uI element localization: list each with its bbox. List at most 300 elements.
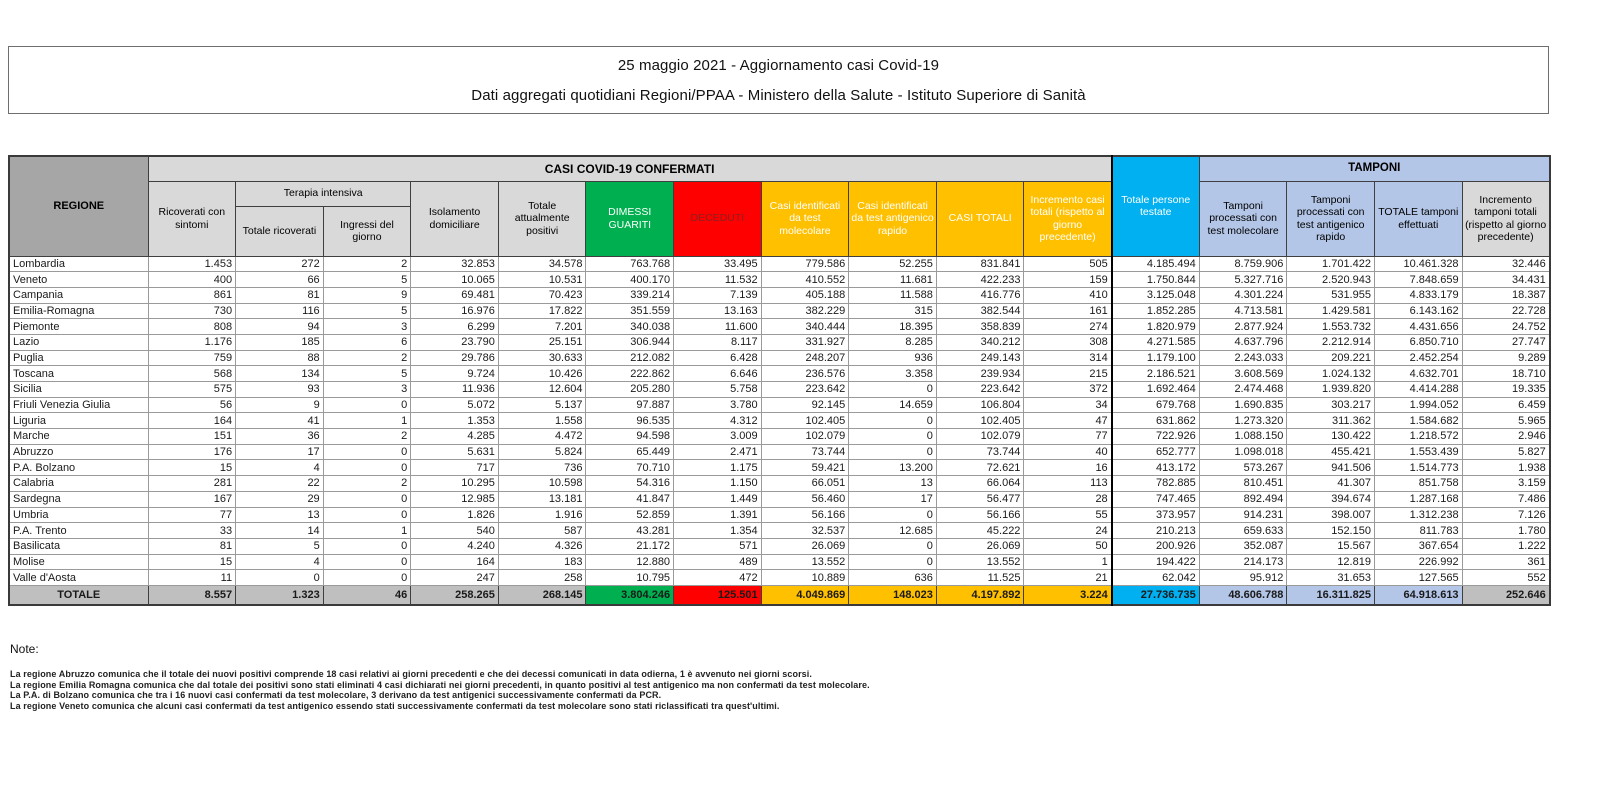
value-cell: 1.024.132 [1287, 366, 1375, 382]
value-cell: 130.422 [1287, 429, 1375, 445]
value-cell: 331.927 [761, 334, 849, 350]
value-cell: 12.880 [586, 554, 674, 570]
value-cell: 736 [498, 460, 586, 476]
value-cell: 1.218.572 [1374, 429, 1462, 445]
value-cell: 22 [236, 476, 324, 492]
value-cell: 373.957 [1112, 507, 1200, 523]
value-cell: 73.744 [936, 444, 1024, 460]
header-attualmente-positivi: Totale attualmente positivi [498, 181, 586, 256]
value-cell: 5.137 [498, 397, 586, 413]
region-name: P.A. Trento [9, 523, 148, 539]
note-line: La regione Emilia Romagna comunica che dal totale dei positivi sono stati eliminati 4 casi dichiarati nei giorni precedenti, in quanto positivi al test antigenico ma non confermati da test molecolare. [10, 679, 870, 690]
value-cell: 0 [323, 570, 411, 586]
value-cell: 10.426 [498, 366, 586, 382]
value-cell: 4.431.656 [1374, 319, 1462, 335]
value-cell: 1 [323, 523, 411, 539]
value-cell: 1.994.052 [1374, 397, 1462, 413]
value-cell: 1.584.682 [1374, 413, 1462, 429]
header-group-casi-confermati: CASI COVID-19 CONFERMATI [148, 156, 1112, 181]
totale-value-cell: 8.557 [148, 585, 236, 605]
value-cell: 8.759.906 [1199, 256, 1287, 272]
region-name: Liguria [9, 413, 148, 429]
value-cell: 59.421 [761, 460, 849, 476]
value-cell: 56.460 [761, 491, 849, 507]
value-cell: 152.150 [1287, 523, 1375, 539]
value-cell: 2.474.468 [1199, 382, 1287, 398]
value-cell: 258 [498, 570, 586, 586]
region-name: Marche [9, 429, 148, 445]
value-cell: 54.316 [586, 476, 674, 492]
value-cell: 9.289 [1462, 350, 1550, 366]
value-cell: 0 [236, 570, 324, 586]
value-cell: 405.188 [761, 287, 849, 303]
value-cell: 1.150 [674, 476, 762, 492]
totale-value-cell: 4.049.869 [761, 585, 849, 605]
value-cell: 4.472 [498, 429, 586, 445]
value-cell: 13 [236, 507, 324, 523]
region-name: Friuli Venezia Giulia [9, 397, 148, 413]
value-cell: 914.231 [1199, 507, 1287, 523]
totale-label: TOTALE [9, 585, 148, 605]
region-name: Abruzzo [9, 444, 148, 460]
bulletin-date-title: 25 maggio 2021 - Aggiornamento casi Covid-19 [617, 56, 940, 74]
value-cell: 0 [849, 554, 937, 570]
value-cell: 6.459 [1462, 397, 1550, 413]
region-name: Molise [9, 554, 148, 570]
value-cell: 3.608.569 [1199, 366, 1287, 382]
value-cell: 306.944 [586, 334, 674, 350]
value-cell: 851.758 [1374, 476, 1462, 492]
value-cell: 6.850.710 [1374, 334, 1462, 350]
value-cell: 811.783 [1374, 523, 1462, 539]
value-cell: 41.847 [586, 491, 674, 507]
value-cell: 236.576 [761, 366, 849, 382]
value-cell: 636 [849, 570, 937, 586]
region-name: Calabria [9, 476, 148, 492]
table-row [9, 382, 1550, 398]
value-cell: 10.461.328 [1374, 256, 1462, 272]
table-body [9, 256, 1550, 585]
header-tamponi-molecolare: Tamponi processati con test molecolare [1199, 181, 1287, 256]
table-row [9, 334, 1550, 350]
table-row [9, 507, 1550, 523]
value-cell: 102.079 [936, 429, 1024, 445]
value-cell: 4.833.179 [1374, 287, 1462, 303]
value-cell: 26.069 [761, 538, 849, 554]
value-cell: 1.938 [1462, 460, 1550, 476]
value-cell: 489 [674, 554, 762, 570]
value-cell: 3.159 [1462, 476, 1550, 492]
value-cell: 93 [236, 382, 324, 398]
value-cell: 5 [323, 272, 411, 288]
value-cell: 194.422 [1112, 554, 1200, 570]
value-cell: 6.646 [674, 366, 762, 382]
value-cell: 1.453 [148, 256, 236, 272]
table-row [9, 303, 1550, 319]
value-cell: 28 [1024, 491, 1112, 507]
value-cell: 56.166 [936, 507, 1024, 523]
value-cell: 10.889 [761, 570, 849, 586]
value-cell: 32.853 [411, 256, 499, 272]
value-cell: 6.143.162 [1374, 303, 1462, 319]
value-cell: 747.465 [1112, 491, 1200, 507]
value-cell: 151 [148, 429, 236, 445]
value-cell: 340.038 [586, 319, 674, 335]
value-cell: 531.955 [1287, 287, 1375, 303]
notes-heading: Note: [10, 642, 39, 656]
value-cell: 568 [148, 366, 236, 382]
header-terapia-intensiva: Terapia intensiva [236, 181, 411, 206]
value-cell: 16 [1024, 460, 1112, 476]
value-cell: 1 [1024, 554, 1112, 570]
value-cell: 97.887 [586, 397, 674, 413]
totale-value-cell: 64.918.613 [1374, 585, 1462, 605]
value-cell: 10.598 [498, 476, 586, 492]
header-dimessi-guariti: DIMESSI GUARITI [586, 181, 674, 256]
totale-value-cell: 148.023 [849, 585, 937, 605]
value-cell: 96.535 [586, 413, 674, 429]
value-cell: 7.139 [674, 287, 762, 303]
value-cell: 398.007 [1287, 507, 1375, 523]
value-cell: 10.295 [411, 476, 499, 492]
value-cell: 659.633 [1199, 523, 1287, 539]
value-cell: 29.786 [411, 350, 499, 366]
value-cell: 808 [148, 319, 236, 335]
value-cell: 351.559 [586, 303, 674, 319]
table-row [9, 570, 1550, 586]
value-cell: 0 [849, 429, 937, 445]
value-cell: 62.042 [1112, 570, 1200, 586]
value-cell: 1.088.150 [1199, 429, 1287, 445]
value-cell: 1.449 [674, 491, 762, 507]
value-cell: 33.495 [674, 256, 762, 272]
value-cell: 0 [849, 413, 937, 429]
value-cell: 161 [1024, 303, 1112, 319]
table-row [9, 272, 1550, 288]
value-cell: 5.631 [411, 444, 499, 460]
value-cell: 66.051 [761, 476, 849, 492]
value-cell: 66.064 [936, 476, 1024, 492]
region-name: Valle d'Aosta [9, 570, 148, 586]
value-cell: 11.525 [936, 570, 1024, 586]
value-cell: 1.939.820 [1287, 382, 1375, 398]
value-cell: 367.654 [1374, 538, 1462, 554]
value-cell: 13 [849, 476, 937, 492]
table-row [9, 491, 1550, 507]
value-cell: 1.179.100 [1112, 350, 1200, 366]
value-cell: 6.299 [411, 319, 499, 335]
header-persone-testate: Totale persone testate [1112, 156, 1200, 256]
value-cell: 40 [1024, 444, 1112, 460]
value-cell: 1.916 [498, 507, 586, 523]
value-cell: 340.212 [936, 334, 1024, 350]
value-cell: 303.217 [1287, 397, 1375, 413]
value-cell: 1.701.422 [1287, 256, 1375, 272]
value-cell: 94 [236, 319, 324, 335]
value-cell: 30.633 [498, 350, 586, 366]
totale-value-cell: 268.145 [498, 585, 586, 605]
region-name: Umbria [9, 507, 148, 523]
value-cell: 1.553.439 [1374, 444, 1462, 460]
value-cell: 722.926 [1112, 429, 1200, 445]
value-cell: 52.255 [849, 256, 937, 272]
table-row [9, 366, 1550, 382]
value-cell: 21.172 [586, 538, 674, 554]
value-cell: 4.285 [411, 429, 499, 445]
value-cell: 2 [323, 256, 411, 272]
value-cell: 18.710 [1462, 366, 1550, 382]
value-cell: 4.326 [498, 538, 586, 554]
value-cell: 2.186.521 [1112, 366, 1200, 382]
region-name: Lazio [9, 334, 148, 350]
value-cell: 3 [323, 319, 411, 335]
value-cell: 223.642 [936, 382, 1024, 398]
value-cell: 9.724 [411, 366, 499, 382]
value-cell: 10.795 [586, 570, 674, 586]
value-cell: 11.681 [849, 272, 937, 288]
value-cell: 16.976 [411, 303, 499, 319]
value-cell: 10.065 [411, 272, 499, 288]
value-cell: 0 [849, 444, 937, 460]
value-cell: 1.690.835 [1199, 397, 1287, 413]
value-cell: 4 [236, 554, 324, 570]
value-cell: 4.240 [411, 538, 499, 554]
value-cell: 5 [323, 303, 411, 319]
table-header [9, 156, 1550, 256]
value-cell: 1.692.464 [1112, 382, 1200, 398]
value-cell: 1.750.844 [1112, 272, 1200, 288]
value-cell: 717 [411, 460, 499, 476]
value-cell: 5.072 [411, 397, 499, 413]
value-cell: 4.301.224 [1199, 287, 1287, 303]
value-cell: 22.728 [1462, 303, 1550, 319]
totale-value-cell: 1.323 [236, 585, 324, 605]
value-cell: 0 [323, 507, 411, 523]
value-cell: 9 [323, 287, 411, 303]
value-cell: 24.752 [1462, 319, 1550, 335]
value-cell: 41.307 [1287, 476, 1375, 492]
value-cell: 11.532 [674, 272, 762, 288]
value-cell: 941.506 [1287, 460, 1375, 476]
value-cell: 11.600 [674, 319, 762, 335]
value-cell: 70.423 [498, 287, 586, 303]
notes-section [10, 642, 1550, 711]
header-totale-tamponi: TOTALE tamponi effettuati [1374, 181, 1462, 256]
value-cell: 372 [1024, 382, 1112, 398]
value-cell: 11 [148, 570, 236, 586]
value-cell: 861 [148, 287, 236, 303]
totale-value-cell: 4.197.892 [936, 585, 1024, 605]
table-row [9, 444, 1550, 460]
value-cell: 272 [236, 256, 324, 272]
header-regione: REGIONE [9, 156, 148, 256]
value-cell: 185 [236, 334, 324, 350]
value-cell: 1.222 [1462, 538, 1550, 554]
value-cell: 4.271.585 [1112, 334, 1200, 350]
region-name: Sicilia [9, 382, 148, 398]
value-cell: 3 [323, 382, 411, 398]
value-cell: 77 [1024, 429, 1112, 445]
value-cell: 65.449 [586, 444, 674, 460]
value-cell: 730 [148, 303, 236, 319]
value-cell: 77 [148, 507, 236, 523]
value-cell: 2.243.033 [1199, 350, 1287, 366]
table-row [9, 256, 1550, 272]
value-cell: 45.222 [936, 523, 1024, 539]
value-cell: 2.946 [1462, 429, 1550, 445]
value-cell: 4.185.494 [1112, 256, 1200, 272]
totale-value-cell: 252.646 [1462, 585, 1550, 605]
value-cell: 5.965 [1462, 413, 1550, 429]
value-cell: 102.405 [761, 413, 849, 429]
region-name: Emilia-Romagna [9, 303, 148, 319]
value-cell: 281 [148, 476, 236, 492]
region-name: P.A. Bolzano [9, 460, 148, 476]
value-cell: 13.552 [936, 554, 1024, 570]
value-cell: 413.172 [1112, 460, 1200, 476]
value-cell: 92.145 [761, 397, 849, 413]
value-cell: 4.637.796 [1199, 334, 1287, 350]
value-cell: 1.553.732 [1287, 319, 1375, 335]
table-row [9, 460, 1550, 476]
value-cell: 0 [849, 382, 937, 398]
value-cell: 759 [148, 350, 236, 366]
value-cell: 314 [1024, 350, 1112, 366]
value-cell: 32.446 [1462, 256, 1550, 272]
value-cell: 936 [849, 350, 937, 366]
value-cell: 763.768 [586, 256, 674, 272]
value-cell: 12.985 [411, 491, 499, 507]
value-cell: 3.125.048 [1112, 287, 1200, 303]
value-cell: 14 [236, 523, 324, 539]
value-cell: 13.163 [674, 303, 762, 319]
region-name: Campania [9, 287, 148, 303]
totale-value-cell: 27.736.735 [1112, 585, 1200, 605]
value-cell: 4 [236, 460, 324, 476]
region-name: Sardegna [9, 491, 148, 507]
value-cell: 5.758 [674, 382, 762, 398]
header-tamponi-antigenico: Tamponi processati con test antigenico rapido [1287, 181, 1375, 256]
table-row [9, 476, 1550, 492]
value-cell: 94.598 [586, 429, 674, 445]
value-cell: 47 [1024, 413, 1112, 429]
value-cell: 573.267 [1199, 460, 1287, 476]
value-cell: 72.621 [936, 460, 1024, 476]
header-deceduti: DECEDUTI [674, 181, 762, 256]
value-cell: 7.126 [1462, 507, 1550, 523]
value-cell: 1.273.320 [1199, 413, 1287, 429]
value-cell: 575 [148, 382, 236, 398]
totale-row [9, 585, 1550, 605]
value-cell: 164 [148, 413, 236, 429]
value-cell: 6.428 [674, 350, 762, 366]
region-name: Veneto [9, 272, 148, 288]
value-cell: 2 [323, 476, 411, 492]
region-name: Toscana [9, 366, 148, 382]
value-cell: 0 [323, 554, 411, 570]
value-cell: 274 [1024, 319, 1112, 335]
value-cell: 352.087 [1199, 538, 1287, 554]
value-cell: 3.780 [674, 397, 762, 413]
value-cell: 1.514.773 [1374, 460, 1462, 476]
value-cell: 15 [148, 554, 236, 570]
value-cell: 81 [148, 538, 236, 554]
value-cell: 167 [148, 491, 236, 507]
header-ricoverati-sintomi: Ricoverati con sintomi [148, 181, 236, 256]
value-cell: 7.201 [498, 319, 586, 335]
value-cell: 552 [1462, 570, 1550, 586]
value-cell: 1.780 [1462, 523, 1550, 539]
table-row [9, 429, 1550, 445]
value-cell: 31.653 [1287, 570, 1375, 586]
value-cell: 571 [674, 538, 762, 554]
value-cell: 127.565 [1374, 570, 1462, 586]
value-cell: 652.777 [1112, 444, 1200, 460]
value-cell: 159 [1024, 272, 1112, 288]
value-cell: 394.674 [1287, 491, 1375, 507]
value-cell: 223.642 [761, 382, 849, 398]
value-cell: 34 [1024, 397, 1112, 413]
value-cell: 679.768 [1112, 397, 1200, 413]
value-cell: 13.552 [761, 554, 849, 570]
value-cell: 1.429.581 [1287, 303, 1375, 319]
value-cell: 400.170 [586, 272, 674, 288]
value-cell: 782.885 [1112, 476, 1200, 492]
totale-value-cell: 125.501 [674, 585, 762, 605]
value-cell: 892.494 [1199, 491, 1287, 507]
value-cell: 5 [323, 366, 411, 382]
value-cell: 472 [674, 570, 762, 586]
value-cell: 0 [323, 397, 411, 413]
value-cell: 81 [236, 287, 324, 303]
region-name: Piemonte [9, 319, 148, 335]
value-cell: 7.486 [1462, 491, 1550, 507]
value-cell: 19.335 [1462, 382, 1550, 398]
value-cell: 33 [148, 523, 236, 539]
value-cell: 34.578 [498, 256, 586, 272]
value-cell: 2 [323, 350, 411, 366]
value-cell: 13.181 [498, 491, 586, 507]
value-cell: 205.280 [586, 382, 674, 398]
value-cell: 43.281 [586, 523, 674, 539]
value-cell: 2.471 [674, 444, 762, 460]
note-line: La regione Abruzzo comunica che il totale dei nuovi positivi comprende 18 casi relativi ai giorni precedenti e che dei decessi comunicati in data odierna, 1 è avvenuto nei giorni scorsi. [10, 669, 812, 679]
value-cell: 505 [1024, 256, 1112, 272]
value-cell: 1.558 [498, 413, 586, 429]
region-name: Puglia [9, 350, 148, 366]
value-cell: 24 [1024, 523, 1112, 539]
table-row [9, 397, 1550, 413]
value-cell: 17.822 [498, 303, 586, 319]
value-cell: 8.285 [849, 334, 937, 350]
value-cell: 134 [236, 366, 324, 382]
value-cell: 779.586 [761, 256, 849, 272]
value-cell: 5.824 [498, 444, 586, 460]
title-banner [8, 46, 1549, 114]
value-cell: 13.200 [849, 460, 937, 476]
value-cell: 36 [236, 429, 324, 445]
value-cell: 4.414.288 [1374, 382, 1462, 398]
value-cell: 56.166 [761, 507, 849, 523]
value-cell: 113 [1024, 476, 1112, 492]
header-group-tamponi: TAMPONI [1199, 156, 1549, 181]
value-cell: 1.353 [411, 413, 499, 429]
value-cell: 1.312.238 [1374, 507, 1462, 523]
value-cell: 0 [323, 444, 411, 460]
header-casi-molecolare: Casi identificati da test molecolare [761, 181, 849, 256]
value-cell: 5.327.716 [1199, 272, 1287, 288]
value-cell: 210.213 [1112, 523, 1200, 539]
